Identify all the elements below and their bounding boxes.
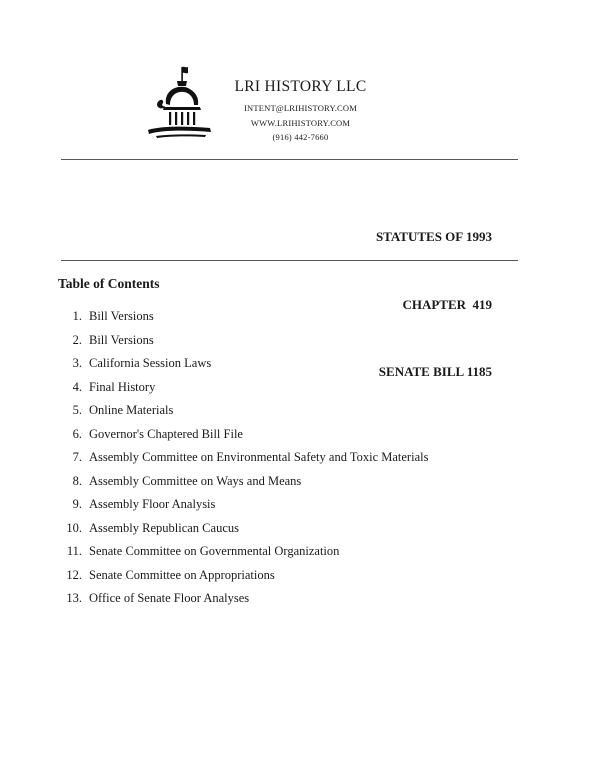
toc-item-label: Governor's Chaptered Bill File — [89, 426, 243, 441]
company-email: INTENT@LRIHISTORY.COM — [243, 103, 357, 113]
toc-item-number: 9. — [72, 497, 82, 511]
toc-item-label: Assembly Committee on Ways and Means — [89, 473, 302, 488]
toc-item-number: 10. — [66, 520, 82, 535]
toc-item — [58, 542, 428, 566]
toc-item — [58, 495, 428, 519]
company-name: LRI HISTORY LLC — [234, 78, 367, 95]
toc-item-number: 5. — [72, 403, 82, 417]
toc-item — [58, 378, 428, 402]
company-info — [218, 78, 383, 145]
toc-item — [58, 331, 428, 355]
toc-item-label: Senate Committee on Governmental Organization — [89, 544, 340, 558]
toc-title: Table of Contents — [58, 276, 160, 291]
toc-item-number: 13. — [66, 591, 82, 605]
toc-item-label: Final History — [89, 379, 156, 394]
toc-item-number: 7. — [72, 450, 82, 464]
bottom-divider — [61, 260, 518, 261]
toc-item — [58, 354, 428, 378]
toc-item-label: Bill Versions — [89, 332, 154, 347]
toc-item — [58, 589, 428, 613]
toc-item — [58, 566, 428, 590]
toc-item-number: 11. — [66, 544, 82, 558]
toc-item-number: 3. — [72, 356, 82, 370]
toc-item-label: Online Materials — [89, 403, 174, 417]
toc-item-number: 12. — [66, 567, 82, 582]
toc-item — [58, 401, 428, 425]
toc-item — [58, 448, 428, 472]
toc-item-label: Assembly Republican Caucus — [89, 520, 239, 535]
company-website: WWW.LRIHISTORY.COM — [250, 117, 351, 128]
capitol-dome-icon — [144, 64, 214, 142]
toc-item-label: California Session Laws — [89, 356, 212, 370]
toc-item — [58, 425, 428, 449]
toc-item-number: 8. — [72, 473, 82, 488]
toc-item — [58, 307, 428, 331]
statutes-year: STATUTES OF 1993 — [375, 229, 492, 244]
toc-item-number: 6. — [72, 426, 82, 441]
toc-item-label: Office of Senate Floor Analyses — [89, 591, 250, 605]
toc-item-number: 4. — [72, 379, 82, 394]
toc-item — [58, 472, 428, 496]
toc-item-label: Assembly Floor Analysis — [89, 497, 216, 511]
toc-item-number: 2. — [72, 332, 82, 347]
toc-list — [58, 307, 428, 613]
toc-item-number: 1. — [72, 309, 82, 323]
chapter-number: CHAPTER 419 — [402, 296, 492, 312]
bill-number: SENATE BILL 1185 — [378, 364, 492, 379]
company-phone: (916) 442-7660 — [272, 132, 329, 142]
toc-item-label: Assembly Committee on Environmental Safety and Toxic Materials — [89, 450, 429, 464]
toc-item-label: Bill Versions — [89, 309, 154, 323]
top-divider — [61, 159, 518, 160]
toc-item — [58, 519, 428, 543]
toc-item-label: Senate Committee on Appropriations — [89, 567, 275, 582]
